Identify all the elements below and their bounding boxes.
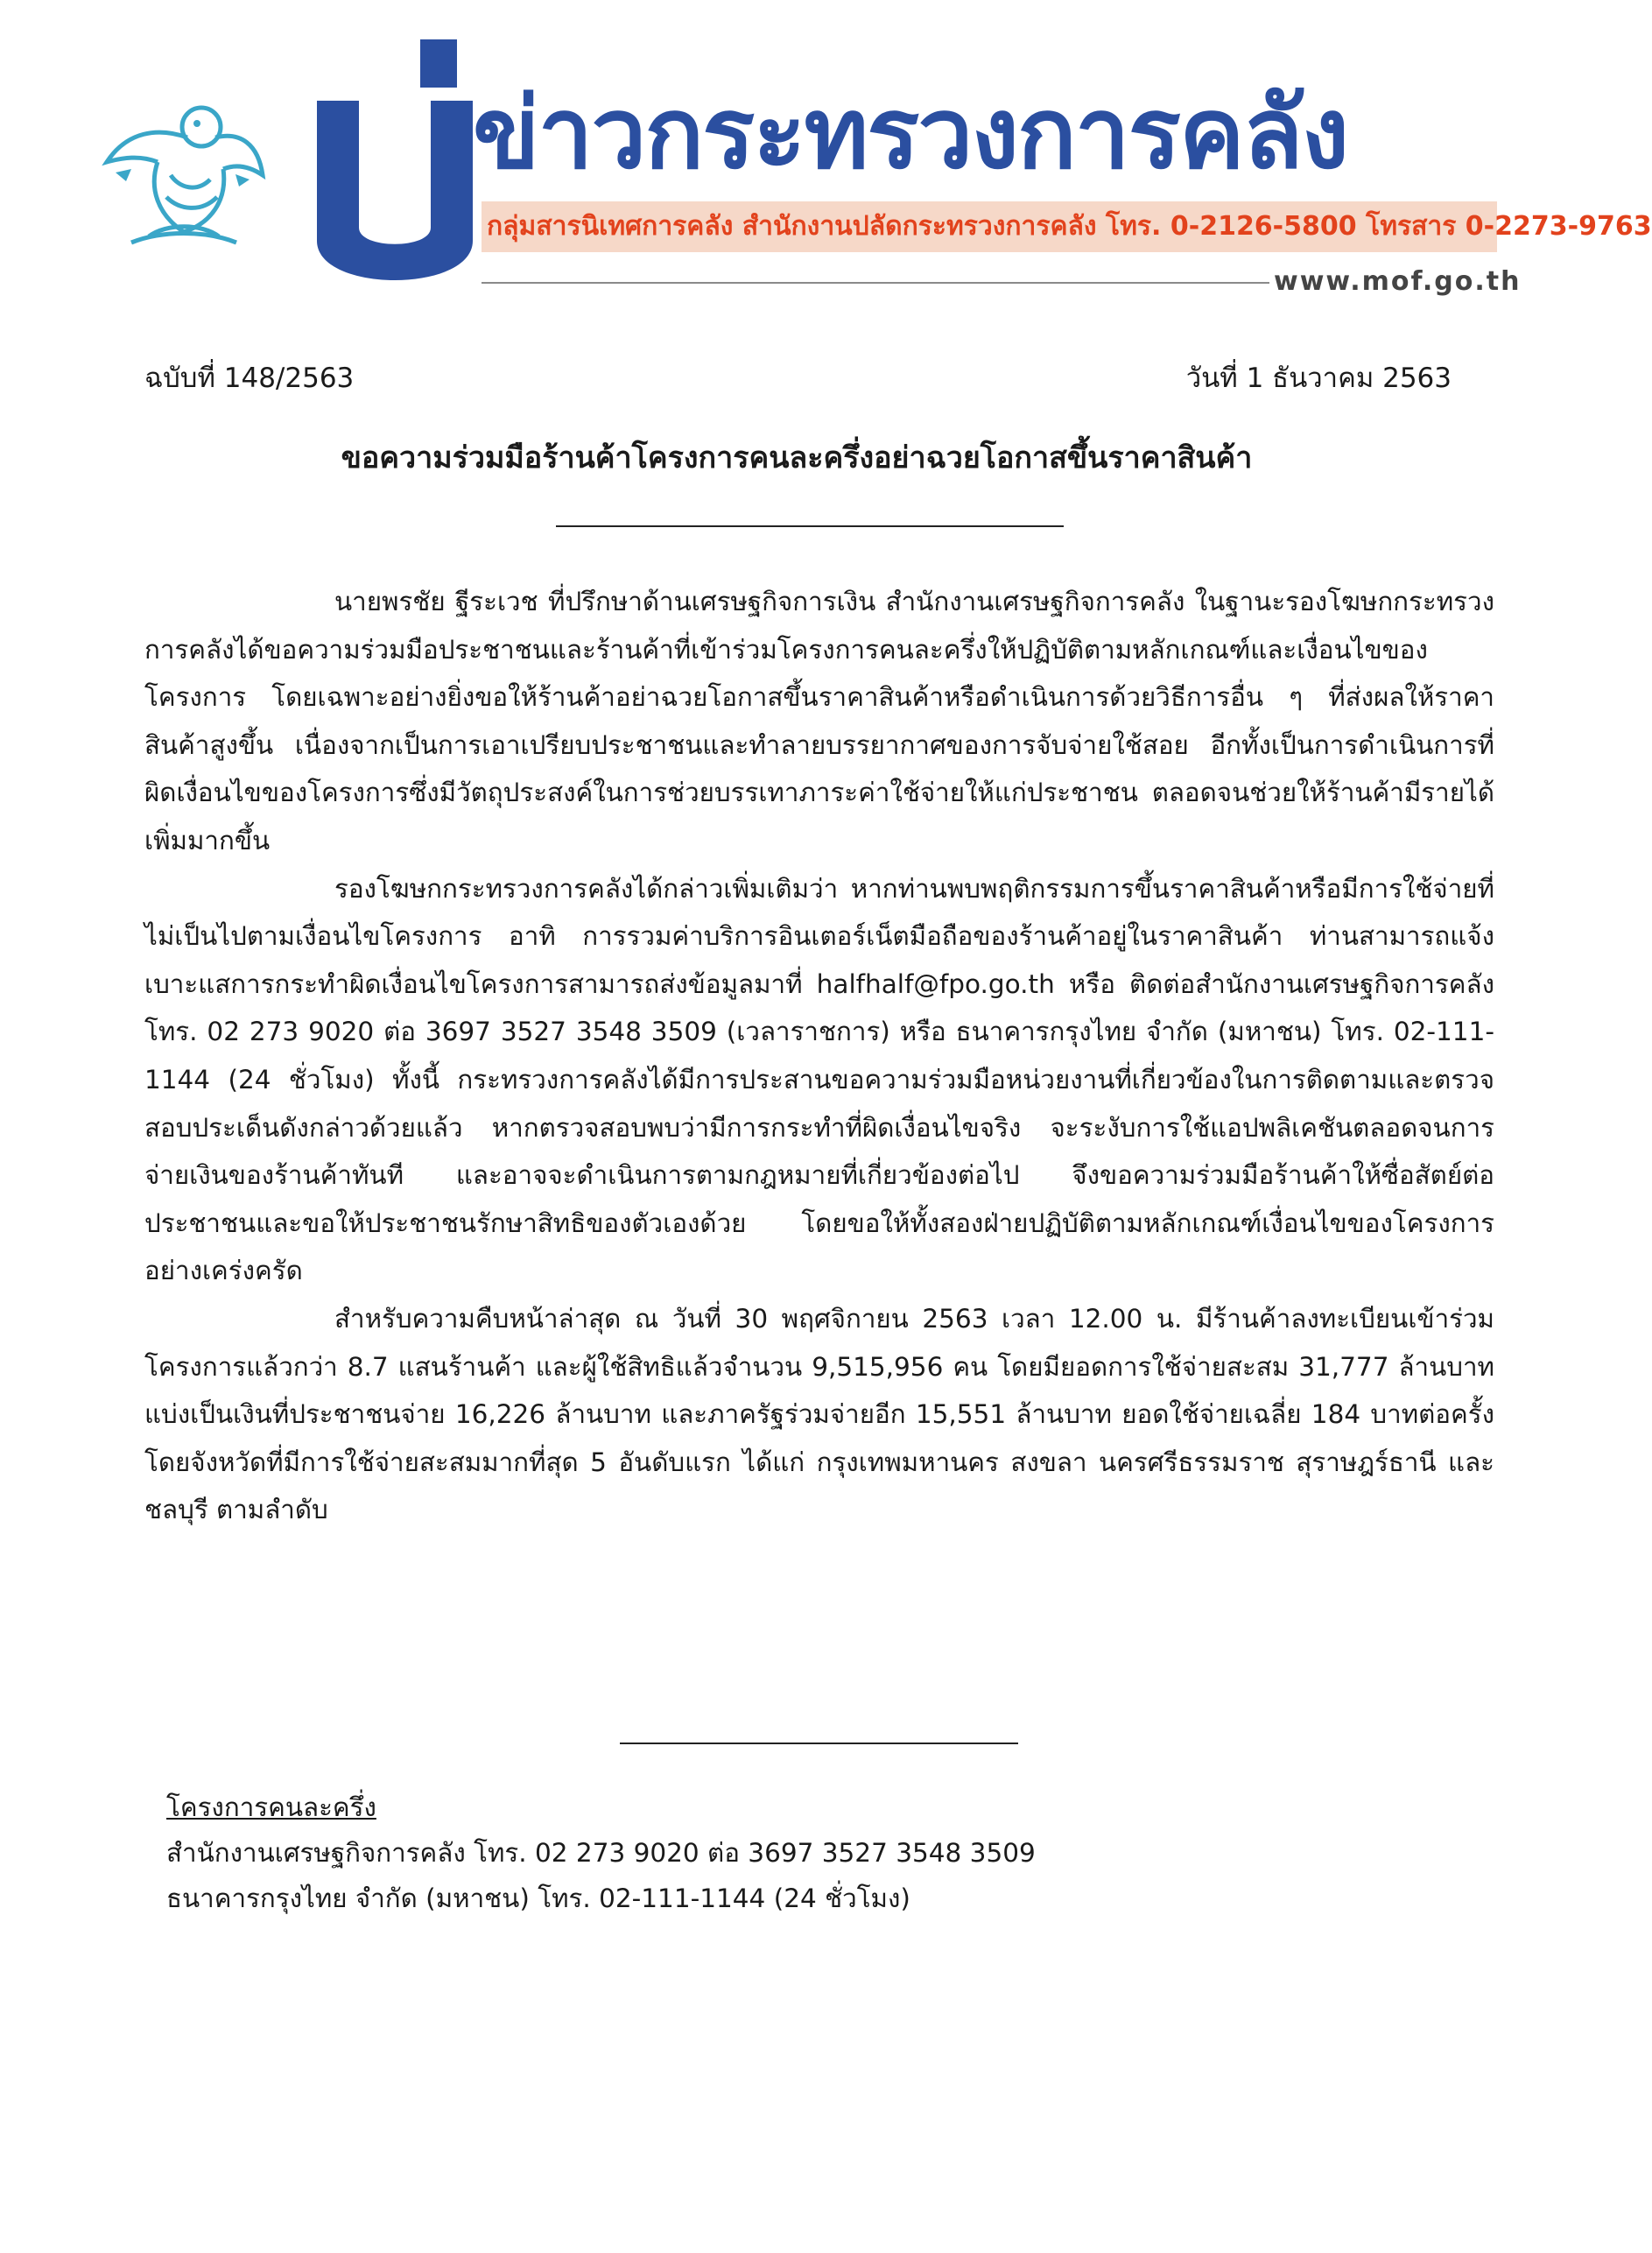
masthead-title: ข่าวกระทรวงการคลัง	[473, 77, 1348, 191]
footer-contacts	[166, 1785, 1129, 1921]
article-body	[144, 578, 1494, 1534]
contact-bar: กลุ่มสารนิเทศการคลัง สำนักงานปลัดกระทรวงการคลัง โทร. 0-2126-5800 โทรสาร 0-2273-9763	[482, 201, 1497, 252]
website-link[interactable]: www.mof.go.th	[1274, 266, 1522, 297]
headline-divider	[556, 525, 1064, 527]
masthead-mark-icon	[317, 39, 479, 280]
paragraph: นายพรชัย ฐีระเวช ที่ปรึกษาด้านเศรษฐกิจการเงิน สำนักงานเศรษฐกิจการคลัง ในฐานะรองโฆษกกระทรวงการคลังได้ขอความร่วมมือประชาชนและร้านค้าที่เข้าร่วมโครงการคนละครึ่งให้ปฏิบัติตามหลักเกณฑ์และเงื่อนไขของโครงการ โดยเฉพาะอย่างยิ่งขอให้ร้านค้าอย่าฉวยโอกาสขึ้นราคาสินค้าหรือดำเนินการด้วยวิธีการอื่น ๆ ที่ส่งผลให้ราคาสินค้าสูงขึ้น เนื่องจากเป็นการเอาเปรียบประชาชนและทำลายบรรยากาศของการจับจ่ายใช้สอย อีกทั้งเป็นการดำเนินการที่ผิดเงื่อนไขของโครงการซึ่งมีวัตถุประสงค์ในการช่วยบรรเทาภาระค่าใช้จ่ายให้แก่ประชาชน ตลอดจนช่วยให้ร้านค้ามีรายได้เพิ่มมากขึ้น	[144, 587, 1494, 855]
masthead	[0, 0, 1652, 315]
footer-heading: โครงการคนละครึ่ง	[166, 1792, 376, 1822]
paragraph: รองโฆษกกระทรวงการคลังได้กล่าวเพิ่มเติมว่า หากท่านพบพฤติกรรมการขึ้นราคาสินค้าหรือมีการใช้จ่ายที่ไม่เป็นไปตามเงื่อนไขโครงการ อาทิ การรวมค่าบริการอินเตอร์เน็ตมือถือของร้านค้าอยู่ในราคาสินค้า ท่านสามารถแจ้งเบาะแสการกระทำผิดเงื่อนไขโครงการสามารถส่งข้อมูลมาที่ halfhalf@fpo.go.th หรือ ติดต่อสำนักงานเศรษฐกิจการคลัง โทร. 02 273 9020 ต่อ 3697 3527 3548 3509 (เวลาราชการ) หรือ ธนาคารกรุงไทย จำกัด (มหาชน) โทร. 02-111-1144 (24 ชั่วโมง) ทั้งนี้ กระทรวงการคลังได้มีการประสานขอความร่วมมือหน่วยงานที่เกี่ยวข้องในการติดตามและตรวจสอบประเด็นดังกล่าวด้วยแล้ว หากตรวจสอบพบว่ามีการกระทำที่ผิดเงื่อนไขจริง จะระงับการใช้แอปพลิเคชันตลอดจนการจ่ายเงินของร้านค้าทันที และอาจจะดำเนินการตามกฎหมายที่เกี่ยวข้องต่อไป จึงขอความร่วมมือร้านค้าให้ซื่อสัตย์ต่อประชาชนและขอให้ประชาชนรักษาสิทธิของตัวเองด้วย โดยขอให้ทั้งสองฝ่ายปฏิบัติตามหลักเกณฑ์เงื่อนไขของโครงการอย่างเคร่งครัด	[144, 873, 1494, 1286]
footer-line: ธนาคารกรุงไทย จำกัด (มหาชน) โทร. 02-111-1144 (24 ชั่วโมง)	[166, 1883, 910, 1913]
end-divider	[620, 1743, 1018, 1744]
paragraph: สำหรับความคืบหน้าล่าสุด ณ วันที่ 30 พฤศจิกายน 2563 เวลา 12.00 น. มีร้านค้าลงทะเบียนเข้าร่วมโครงการแล้วกว่า 8.7 แสนร้านค้า และผู้ใช้สิทธิแล้วจำนวน 9,515,956 คน โดยมียอดการใช้จ่ายสะสม 31,777 ล้านบาท แบ่งเป็นเงินที่ประชาชนจ่าย 16,226 ล้านบาท และภาครัฐร่วมจ่ายอีก 15,551 ล้านบาท ยอดใช้จ่ายเฉลี่ย 184 บาทต่อครั้ง โดยจังหวัดที่มีการใช้จ่ายสะสมมากที่สุด 5 อันดับแรก ได้แก่ กรุงเทพมหานคร สงขลา นครศรีธรรมราช สุราษฎร์ธานี และชลบุรี ตามลำดับ	[144, 1303, 1494, 1525]
garuda-emblem-icon	[96, 92, 267, 250]
footer-line: สำนักงานเศรษฐกิจการคลัง โทร. 02 273 9020 ต่อ 3697 3527 3548 3509	[166, 1838, 1036, 1868]
issue-date: วันที่ 1 ธันวาคม 2563	[1185, 363, 1452, 394]
headline: ขอความร่วมมือร้านค้าโครงการคนละครึ่งอย่าฉวยโอกาสขึ้นราคาสินค้า	[341, 440, 1253, 475]
header-divider	[482, 282, 1269, 284]
issue-number: ฉบับที่ 148/2563	[144, 363, 355, 394]
